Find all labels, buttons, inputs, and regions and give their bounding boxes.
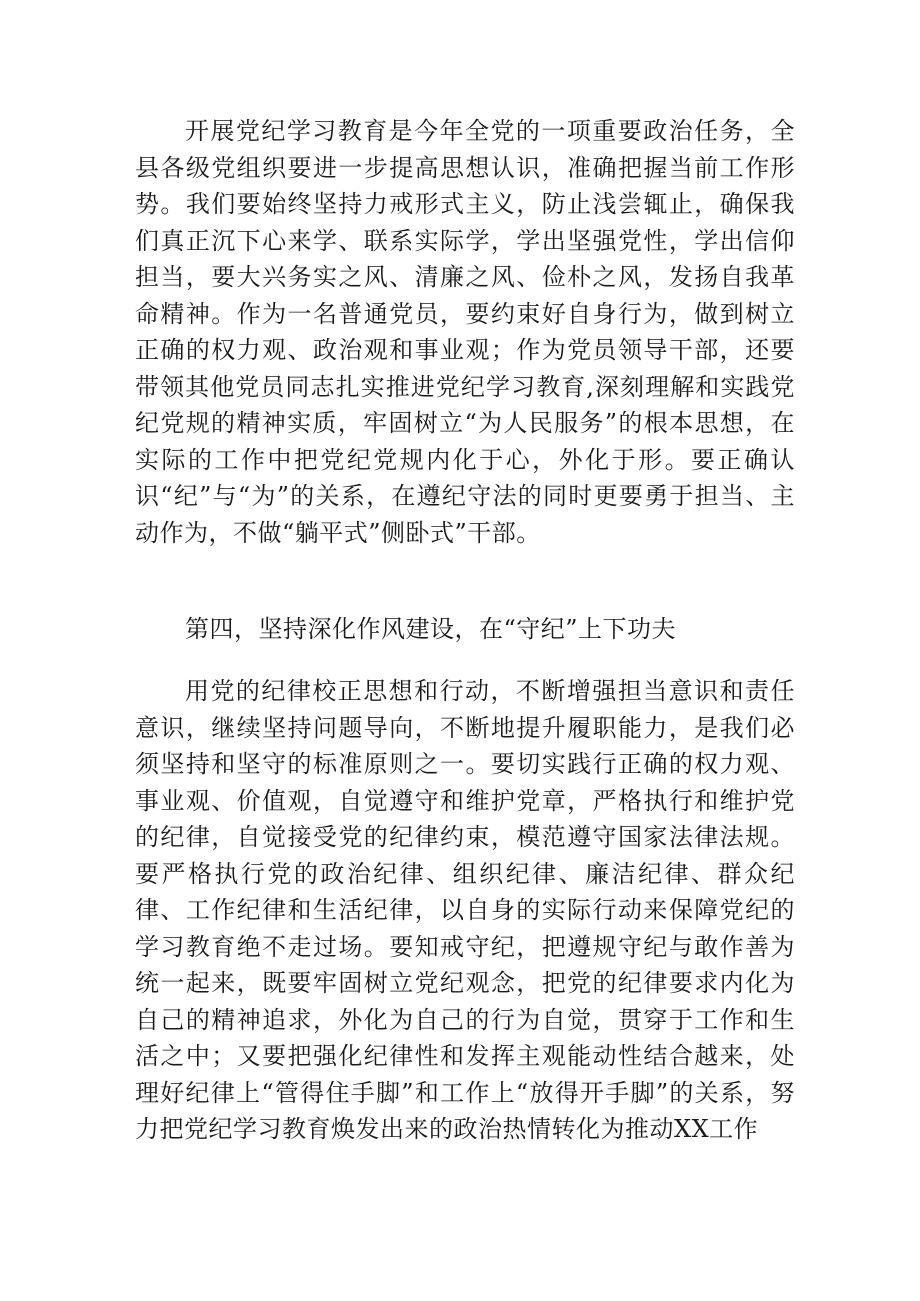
body-paragraph: 开展党纪学习教育是今年全党的一项重要政治任务，全县各级党组织要进一步提高思想认识，准确把握当前工作形势。我们要始终坚持力戒形式主义，防止浅尝辄止，确保我们真正沉下心来学、联系实际学，学出坚强党性，学出信仰担当，要大兴务实之风、清廉之风、俭朴之风，发扬自我革命精神。作为一名普通党员，要约束好自身行为，做到树立正确的权力观、政治观和事业观；作为党员领导干部，还要带领其他党员同志扎实推进党纪学习教育,深刻理解和实践党纪党规的精神实质，牢固树立“为人民服务”的根本思想，在实际的工作中把党纪党规内化于心，外化于形。要正确认识“纪”与“为”的关系，在遵纪守法的同时更要勇于担当、主动作为，不做“躺平式”侧卧式”干部。 [135, 117, 795, 547]
body-paragraph: 用党的纪律校正思想和行动，不断增强担当意识和责任意识，继续坚持问题导向，不断地提升履职能力，是我们必须坚持和坚守的标准原则之一。要切实践行正确的权力观、事业观、价值观，自觉遵守和维护党章，严格执行和维护党的纪律，自觉接受党的纪律约束，模范遵守国家法律法规。要严格执行党的政治纪律、组织纪律、廉洁纪律、群众纪律、工作纪律和生活纪律，以自身的实际行动来保障党纪的学习教育绝不走过场。要知戒守纪，把遵规守纪与敢作善为统一起来，既要牢固树立党纪观念，把党的纪律要求内化为自己的精神追求，外化为自己的行为自觉，贯穿于工作和生活之中；又要把强化纪律性和发挥主观能动性结合越来，处理好纪律上“管得住手脚”和工作上“放得开手脚”的关系，努力把党纪学习教育焕发出来的政治热情转化为推动XX工作 [135, 677, 795, 1143]
section-heading: 第四，坚持深化作风建设，在“守纪”上下功夫 [185, 615, 677, 643]
